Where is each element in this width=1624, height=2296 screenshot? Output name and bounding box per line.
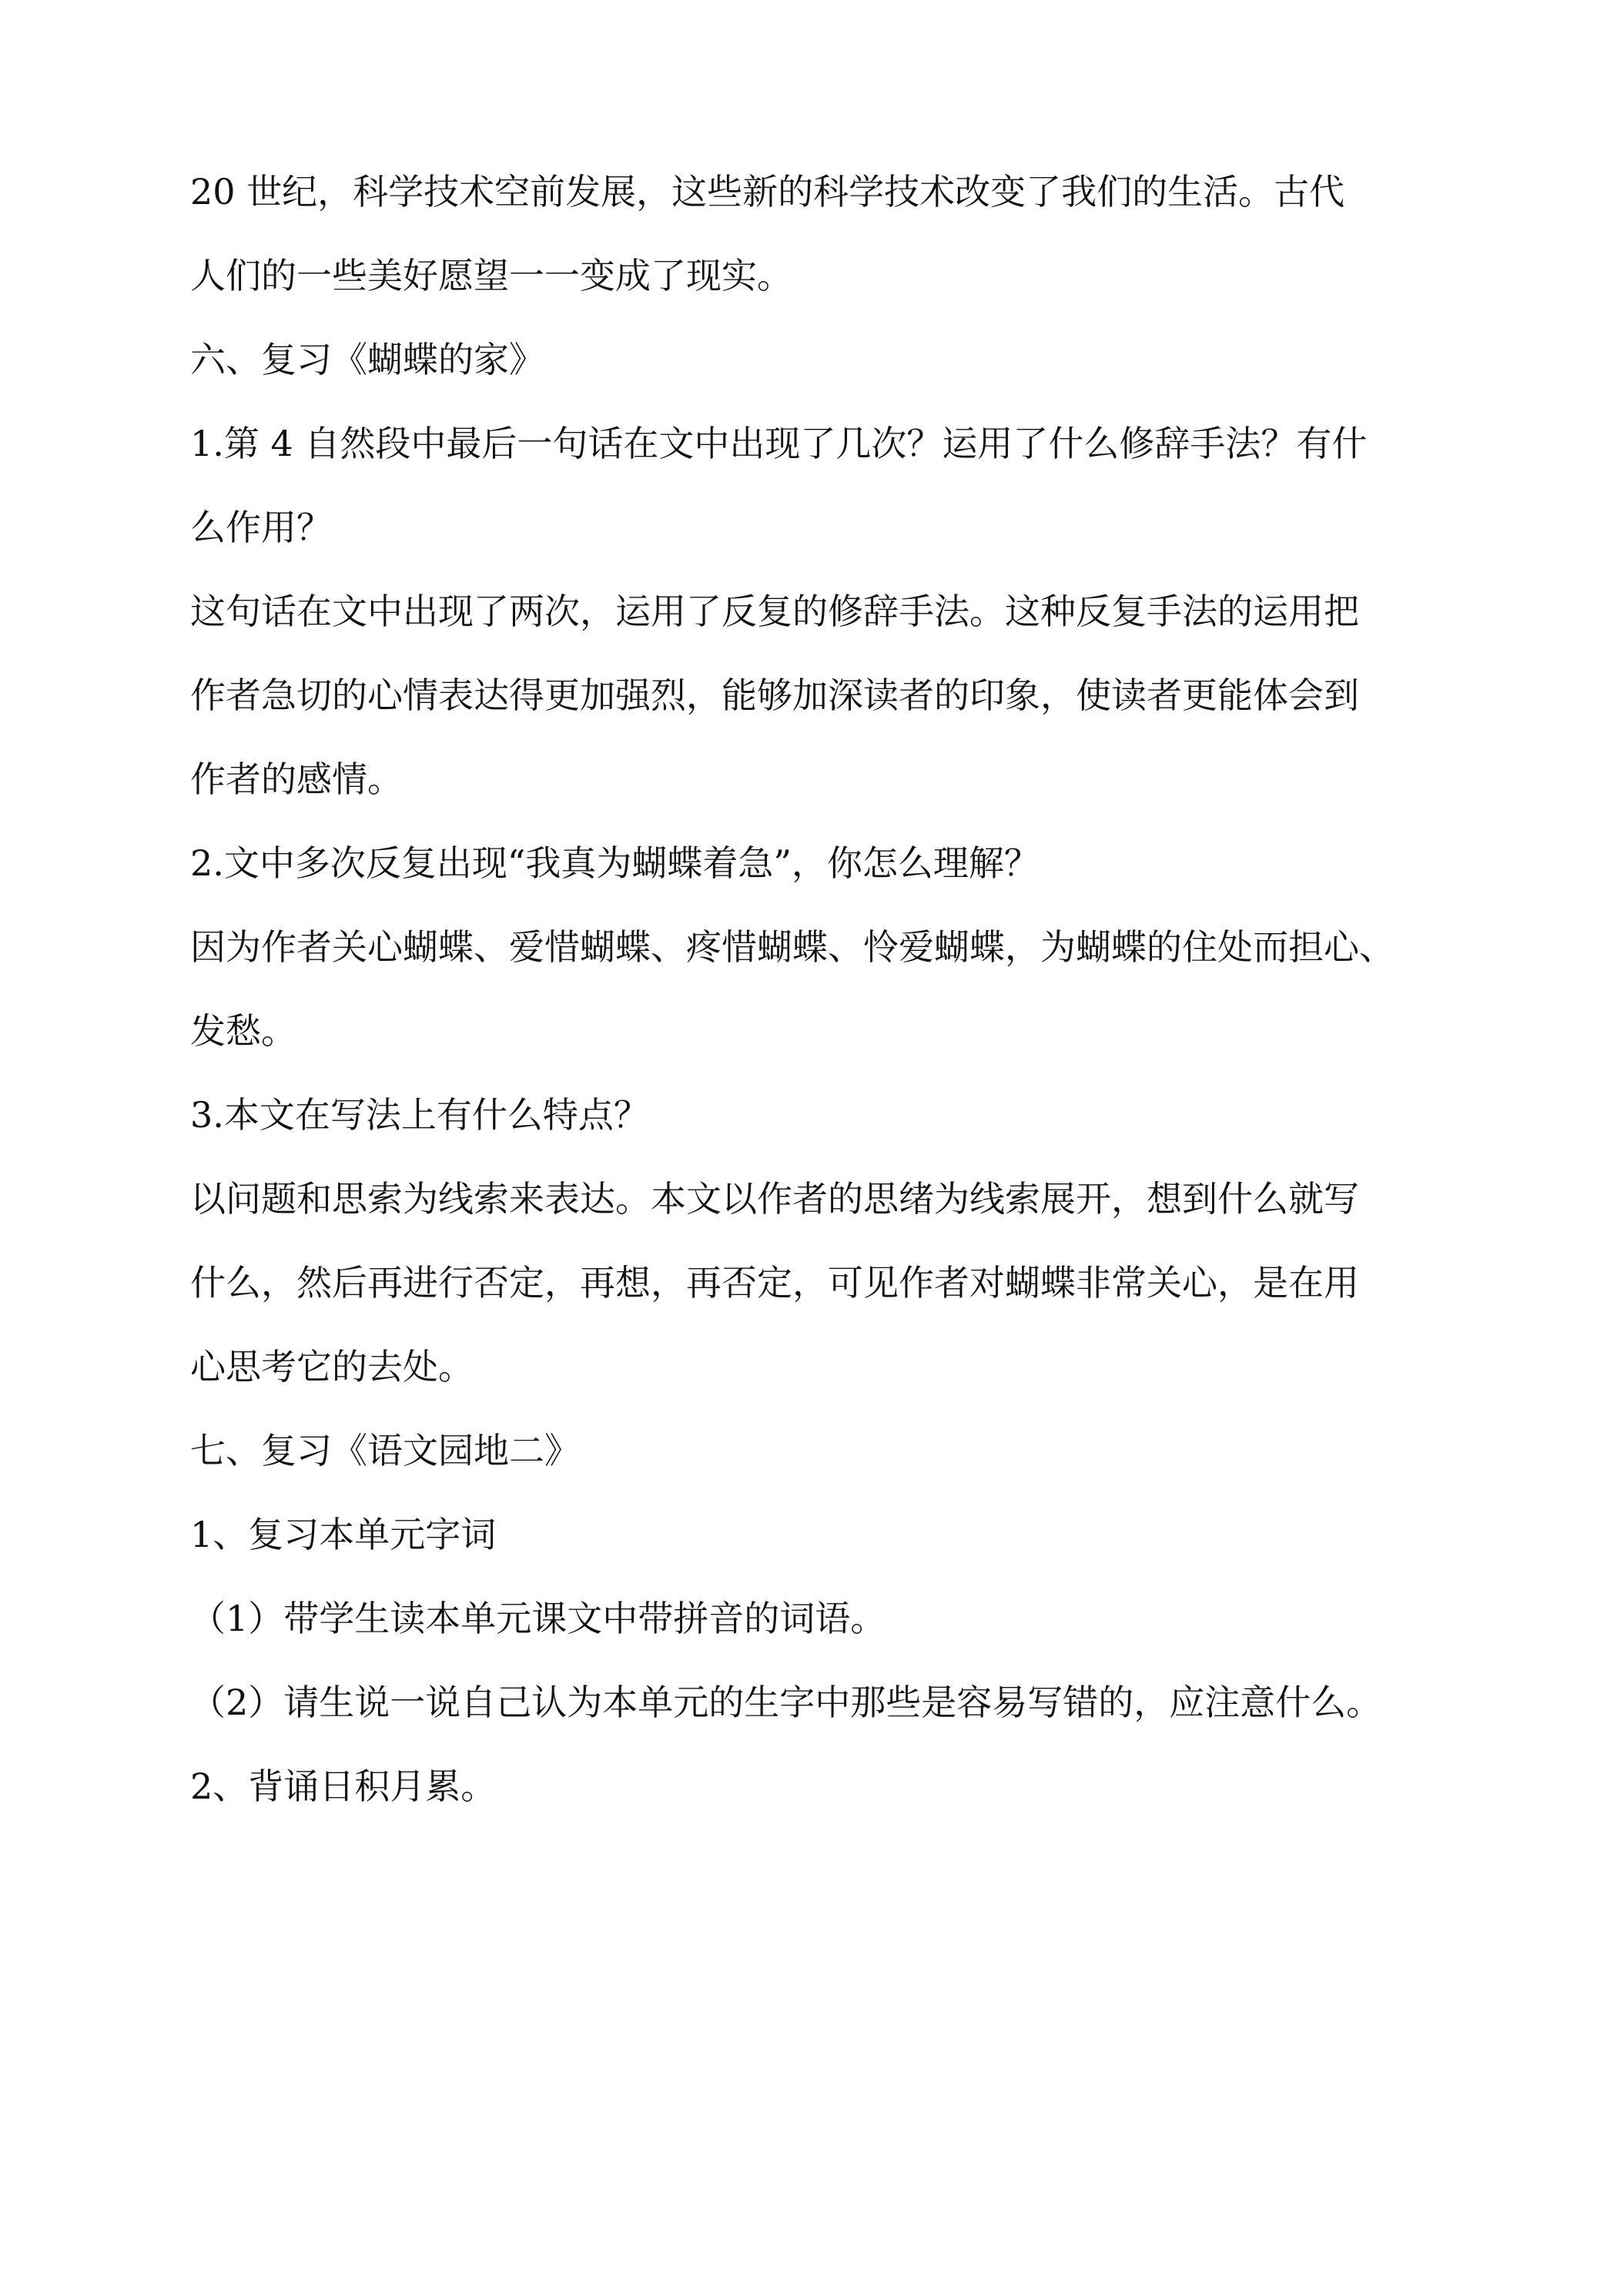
question-line: 1.第 4 自然段中最后一句话在文中出现了几次？运用了什么修辞手法？有什 <box>190 423 1368 464</box>
question-line: 2.文中多次反复出现“我真为蝴蝶着急”，你怎么理解？ <box>190 842 1040 884</box>
answer-line: 什么，然后再进行否定，再想，再否定，可见作者对蝴蝶非常关心，是在用 <box>190 1262 1359 1304</box>
answer-line: 心思考它的去处。 <box>190 1346 474 1387</box>
paragraph-line: 人们的一些美好愿望一一变成了现实。 <box>190 255 792 296</box>
list-item: 1、复习本单元字词 <box>190 1514 497 1555</box>
question-line: 3.本文在写法上有什么特点？ <box>190 1094 649 1136</box>
section-heading: 六、复习《蝴蝶的家》 <box>190 339 544 380</box>
list-item: （1）带学生读本单元课文中带拼音的词语。 <box>190 1598 886 1639</box>
answer-line: 发愁。 <box>190 1010 296 1052</box>
answer-line: 以问题和思索为线索来表达。本文以作者的思绪为线索展开，想到什么就写 <box>190 1178 1359 1220</box>
answer-line: 作者的感情。 <box>190 758 403 800</box>
answer-line: 因为作者关心蝴蝶、爱惜蝴蝶、疼惜蝴蝶、怜爱蝴蝶，为蝴蝶的住处而担心、 <box>190 926 1395 968</box>
question-line: 么作用？ <box>190 507 332 548</box>
section-heading: 七、复习《语文园地二》 <box>190 1430 580 1471</box>
list-item: （2）请生说一说自己认为本单元的生字中那些是容易写错的，应注意什么。 <box>190 1682 1382 1723</box>
answer-line: 这句话在文中出现了两次，运用了反复的修辞手法。这种反复手法的运用把 <box>190 591 1359 632</box>
document-body <box>190 165 1453 1843</box>
list-item: 2、背诵日积月累。 <box>190 1766 497 1807</box>
answer-line: 作者急切的心情表达得更加强烈，能够加深读者的印象，使读者更能体会到 <box>190 674 1359 716</box>
paragraph-line: 20 世纪，科学技术空前发展，这些新的科学技术改变了我们的生活。古代 <box>190 171 1345 213</box>
